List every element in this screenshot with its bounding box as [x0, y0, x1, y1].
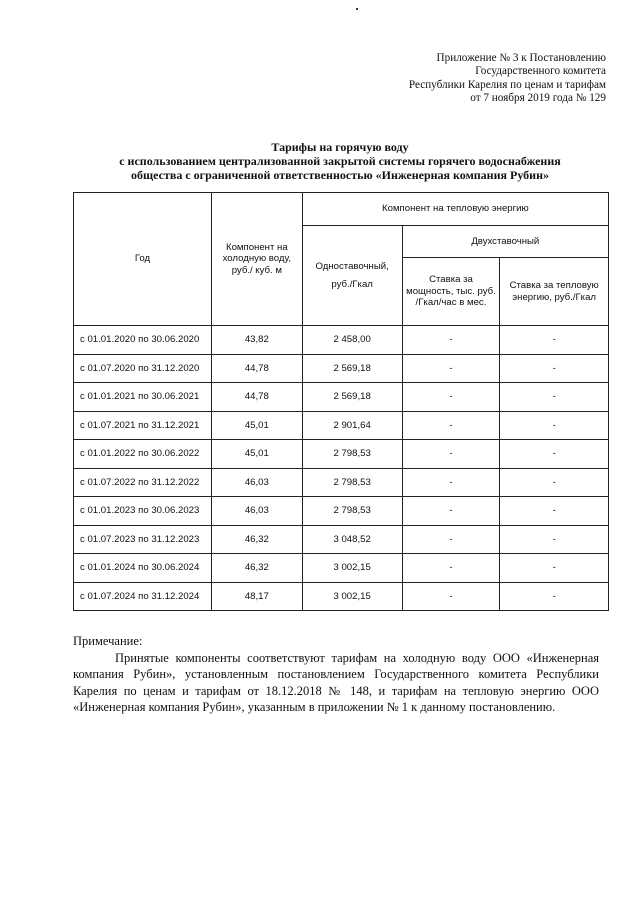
cold-water-cell: 43,82: [211, 326, 302, 355]
appendix-line: от 7 ноября 2019 года № 129: [470, 92, 606, 105]
tariff-table: [73, 192, 609, 611]
header-capacity-rate: Ставка за мощность, тыс. руб. /Гкал/час в мес.: [402, 258, 500, 326]
energy-rate-cell: -: [500, 468, 609, 497]
cold-water-cell: 44,78: [211, 383, 302, 412]
table-row: [74, 354, 609, 383]
capacity-rate-cell: -: [402, 582, 500, 611]
single-rate-cell: 3 048,52: [302, 525, 402, 554]
header-two-rate: Двухставочный: [402, 226, 608, 258]
capacity-rate-cell: -: [402, 354, 500, 383]
single-rate-cell: 2 569,18: [302, 383, 402, 412]
capacity-rate-cell: -: [402, 554, 500, 583]
energy-rate-cell: -: [500, 554, 609, 583]
cold-water-cell: 45,01: [211, 440, 302, 469]
energy-rate-cell: -: [500, 525, 609, 554]
period-cell: с 01.07.2022 по 31.12.2022: [74, 468, 212, 497]
cold-water-cell: 46,32: [211, 525, 302, 554]
table-row: [74, 525, 609, 554]
note-heading: Примечание:: [73, 634, 143, 648]
table-row: [74, 326, 609, 355]
capacity-rate-cell: -: [402, 525, 500, 554]
single-rate-cell: 2 798,53: [302, 440, 402, 469]
energy-rate-cell: -: [500, 582, 609, 611]
table-row: [74, 582, 609, 611]
capacity-rate-cell: -: [402, 497, 500, 526]
period-cell: с 01.07.2023 по 31.12.2023: [74, 525, 212, 554]
title-line: общества с ограниченной ответственностью «Инженерная компания Рубин»: [131, 168, 549, 182]
energy-rate-cell: -: [500, 411, 609, 440]
energy-rate-cell: -: [500, 354, 609, 383]
header-energy-rate: Ставка за тепловую энергию, руб./Гкал: [500, 258, 609, 326]
title-line: с использованием централизованной закрытой системы горячего водоснабжения: [119, 154, 561, 168]
period-cell: с 01.01.2024 по 30.06.2024: [74, 554, 212, 583]
header-year: Год: [74, 193, 212, 326]
single-rate-cell: 2 798,53: [302, 497, 402, 526]
scan-artifact-dot: [356, 8, 358, 10]
single-rate-cell: 3 002,15: [302, 582, 402, 611]
cold-water-cell: 46,03: [211, 497, 302, 526]
appendix-line: Республики Карелия по ценам и тарифам: [408, 78, 606, 91]
note-text: Принятые компоненты соответствуют тарифам на холодную воду ООО «Инженерная компания Рубин», установленным постановлением Государственного комитета Республики Карелия по ценам и тарифам от 18.12.2018 № 148, и тарифам на тепловую энергию ООО «Инженерная компания Рубин», указанным в приложении № 1 к данному постановлению.: [73, 651, 599, 715]
table-row: [74, 468, 609, 497]
single-rate-cell: 2 798,53: [302, 468, 402, 497]
capacity-rate-cell: -: [402, 326, 500, 355]
capacity-rate-cell: -: [402, 440, 500, 469]
table-row: [74, 440, 609, 469]
period-cell: с 01.01.2023 по 30.06.2023: [74, 497, 212, 526]
energy-rate-cell: -: [500, 440, 609, 469]
header-single-rate-label: Одноставочный, руб./Гкал: [315, 260, 389, 290]
table-row: [74, 554, 609, 583]
single-rate-cell: 2 901,64: [302, 411, 402, 440]
appendix-header: [409, 52, 606, 106]
cold-water-cell: 45,01: [211, 411, 302, 440]
single-rate-cell: 2 458,00: [302, 326, 402, 355]
single-rate-cell: 2 569,18: [302, 354, 402, 383]
header-thermal-energy: Компонент на тепловую энергию: [302, 193, 608, 226]
period-cell: с 01.07.2024 по 31.12.2024: [74, 582, 212, 611]
table-row: [74, 411, 609, 440]
table-row: [74, 383, 609, 412]
capacity-rate-cell: -: [402, 411, 500, 440]
cold-water-cell: 48,17: [211, 582, 302, 611]
cold-water-cell: 46,03: [211, 468, 302, 497]
appendix-line: Приложение № 3 к Постановлению: [436, 52, 606, 64]
energy-rate-cell: -: [500, 383, 609, 412]
single-rate-cell: 3 002,15: [302, 554, 402, 583]
title-line: Тарифы на горячую воду: [271, 140, 409, 154]
period-cell: с 01.01.2021 по 30.06.2021: [74, 383, 212, 412]
capacity-rate-cell: -: [402, 468, 500, 497]
cold-water-cell: 46,32: [211, 554, 302, 583]
energy-rate-cell: -: [500, 326, 609, 355]
header-cold-water: Компонент на холодную воду, руб./ куб. м: [211, 193, 302, 326]
period-cell: с 01.07.2021 по 31.12.2021: [74, 411, 212, 440]
appendix-line: Государственного комитета: [475, 65, 606, 78]
document-title: [60, 140, 620, 182]
energy-rate-cell: -: [500, 497, 609, 526]
period-cell: с 01.07.2020 по 31.12.2020: [74, 354, 212, 383]
period-cell: с 01.01.2022 по 30.06.2022: [74, 440, 212, 469]
header-single-rate: [302, 226, 402, 326]
table-row: [74, 497, 609, 526]
capacity-rate-cell: -: [402, 383, 500, 412]
period-cell: с 01.01.2020 по 30.06.2020: [74, 326, 212, 355]
cold-water-cell: 44,78: [211, 354, 302, 383]
